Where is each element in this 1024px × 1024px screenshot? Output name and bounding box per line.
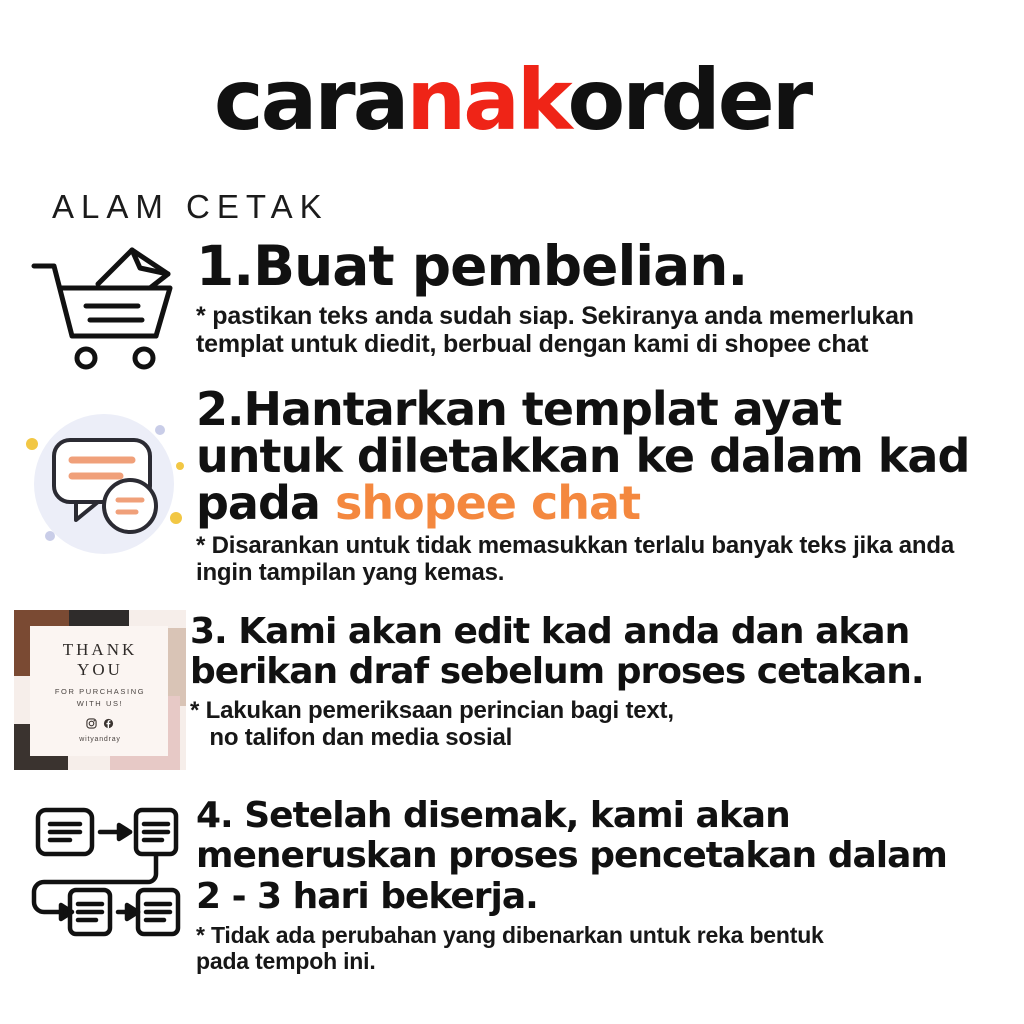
title-part-order: order: [567, 51, 811, 149]
facebook-icon: [103, 718, 114, 729]
step-2-heading-line3-prefix: pada: [196, 475, 335, 530]
step-3-note: [190, 698, 1010, 752]
step-4-heading-line1: 4. Setelah disemak, kami akan: [196, 795, 790, 836]
step-4-note-line1: * Tidak ada perubahan yang dibenarkan untuk reka bentuk: [196, 921, 824, 948]
instagram-icon: [86, 718, 97, 729]
title-part-cara: cara: [213, 51, 407, 149]
card-thank-you-text: [14, 640, 186, 679]
step-1-note: * pastikan teks anda sudah siap. Sekiranya anda memerlukan templat untuk diedit, berbual dengan kami di shopee chat: [196, 302, 914, 359]
chat-bubbles-icon: [10, 396, 195, 571]
step-4-heading-line2: meneruskan proses pencetakan dalam: [196, 835, 947, 877]
step-3-note-line2: no talifon dan media sosial: [190, 724, 513, 752]
step-2: [196, 382, 1008, 586]
step-2-note: * Disarankan untuk tidak memasukkan terlalu banyak teks jika anda ingin tampilan yang kemas.: [196, 531, 954, 586]
card-thank-line2: YOU: [77, 659, 123, 679]
step-3-note-line1: * Lakukan pemeriksaan perincian bagi text,: [190, 697, 674, 725]
card-social-icons: [14, 718, 186, 729]
step-2-heading-line3: [196, 475, 1008, 530]
step-4-note: [196, 923, 1016, 975]
step-3-heading-line2: berikan draf sebelum proses cetakan.: [190, 650, 924, 692]
brand-name: ALAM CETAK: [52, 188, 329, 225]
thank-you-card-image: [14, 610, 186, 770]
card-sub-line2: WITH US!: [76, 699, 124, 708]
step-2-heading: [196, 382, 1008, 530]
step-1-heading: 1.Buat pembelian.: [196, 234, 748, 298]
step-2-heading-line1: 2.Hantarkan templat ayat: [196, 382, 842, 436]
workflow-diagram-icon: [26, 798, 186, 948]
card-subtext: [14, 686, 186, 710]
step-2-heading-line2: untuk diletakkan ke dalam kad: [196, 428, 970, 483]
page-title: [0, 51, 1024, 149]
header: [0, 51, 1024, 149]
shopping-cart-icon: [28, 244, 188, 389]
card-sub-line1: FOR PURCHASING: [54, 687, 146, 696]
step-4-heading-line3: 2 - 3 hari bekerja.: [196, 875, 538, 917]
step-4-note-line2: pada tempoh ini.: [196, 947, 376, 974]
title-part-nak: nak: [406, 51, 568, 149]
step-4: [196, 796, 1016, 974]
step-3-heading-line1: 3. Kami akan edit kad anda dan akan: [190, 611, 910, 652]
step-3: [190, 612, 1010, 752]
step-4-heading: [196, 796, 1016, 917]
shopee-chat-highlight: shopee chat: [334, 475, 641, 530]
card-thank-line1: THANK: [62, 640, 138, 659]
card-handle: wityandray: [79, 736, 121, 743]
step-3-heading: [190, 612, 1010, 691]
step-1: [196, 234, 1008, 359]
